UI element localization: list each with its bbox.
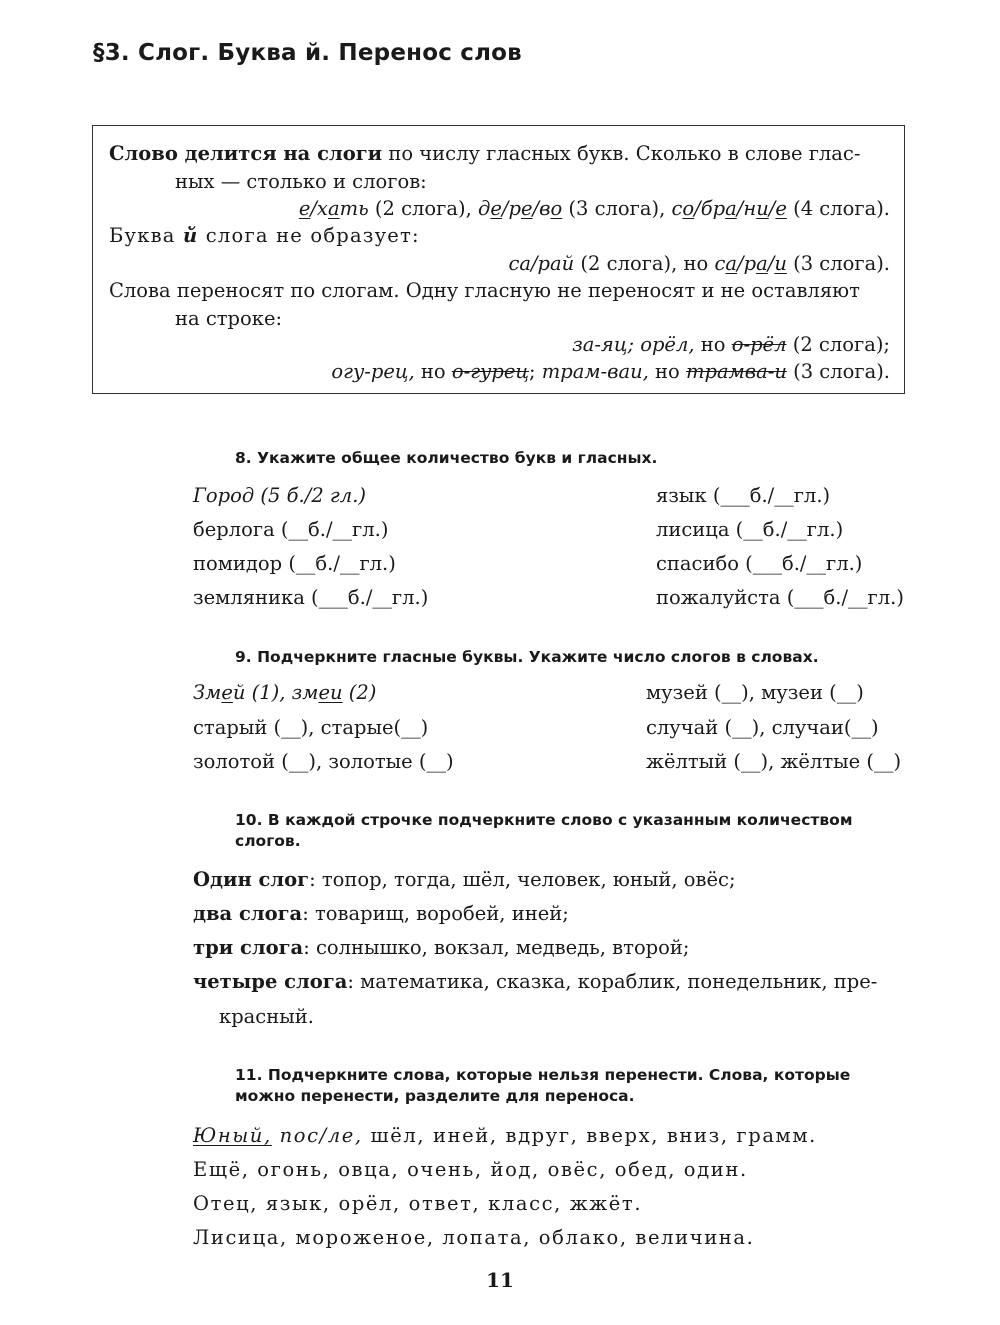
wrong-hyphenation: трамва-и [686,360,787,383]
rule-example-1: е/хать (2 слога), де/ре/во (3 слога), со/бра/ни/е (4 слога). [298,197,890,220]
task-10-line: три слога: солнышко, вокзал, медведь, второй; [193,936,690,959]
example-word: со/бра/ни/е [671,197,787,220]
task-8-item: лисица (__б./__гл.) [656,518,844,541]
task-8-item: помидор (__б./__гл.) [193,552,396,575]
rule-line-2: ных — столько и слогов: [175,170,427,193]
rule-line-4: Буква й слога не образует: [109,224,420,247]
rule-example-2: са/рай (2 слога), но са/ра/и (3 слога). [508,252,890,275]
task-9-item: жёлтый (__), жёлтые (__) [646,750,902,773]
task-8-heading: 8. Укажите общее количество букв и гласных. [235,449,658,467]
task-10-line: Один слог: топор, тогда, шёл, человек, юный, овёс; [193,868,736,891]
task-8-item: язык (___б./__гл.) [656,484,831,507]
task-9-heading: 9. Подчеркните гласные буквы. Укажите число слогов в словах. [235,648,819,666]
task-11-line: Лисица, мороженое, лопата, облако, величина. [193,1226,755,1249]
task-9-item: золотой (__), золотые (__) [193,750,454,773]
task-11-line: Юный, пос/ле, шёл, иней, вдруг, вверх, вниз, грамм. [193,1124,817,1147]
wrong-hyphenation: о-гурец [451,360,529,383]
task-8-example: Город (5 б./2 гл.) [193,484,366,507]
task-10-heading: 10. В каждой строчке подчеркните слово с указанным количеством слогов. [235,811,853,850]
task-8-item: берлога (__б./__гл.) [193,518,389,541]
example-word: е/хать [298,197,369,220]
task-8-item: спасибо (___б./__гл.) [656,552,863,575]
task-9-item: старый (__), старые(__) [193,716,429,739]
task-9-item: случай (__), случаи(__) [646,716,879,739]
task-10-line: четыре слога: математика, сказка, кораблик, понедельник, пре- [193,970,878,993]
page-number: 11 [486,1268,514,1292]
task-10-line: два слога: товарищ, воробей, иней; [193,902,569,925]
task-11-heading: 11. Подчеркните слова, которые нельзя перенести. Слова, которые можно перенести, разделите для переноса. [235,1066,851,1105]
rule-box [92,125,905,394]
example-word: де/ре/во [478,197,563,220]
rule-line-7: на строке: [175,307,283,330]
wrong-hyphenation: о-рёл [731,333,787,356]
rule-line-1: Слово делится на слоги по числу гласных букв. Сколько в слове глас- [109,142,861,165]
task-10-continuation: красный. [219,1005,314,1028]
task-8-item: пожалуйста (___б./__гл.) [656,586,904,609]
rule-line-6: Слова переносят по слогам. Одну гласную не переносят и не оставляют [109,279,860,302]
rule-example-4: огу-рец, но о-гурец; трам-ваи, но трамва-и (3 слога). [331,360,890,383]
task-9-example: Змей (1), змеи (2) [193,681,377,704]
page-title: §3. Слог. Буква й. Перенос слов [93,40,522,66]
task-9-item: музей (__), музеи (__) [646,681,864,704]
rule-example-3: за-яц; орёл, но о-рёл (2 слога); [572,333,890,356]
task-8-item: земляника (___б./__гл.) [193,586,429,609]
example-word: са/ра/и [714,252,787,275]
task-11-line: Ещё, огонь, овца, очень, йод, овёс, обед, один. [193,1158,748,1181]
rule-term: Слово делится на слоги [109,142,383,165]
task-11-line: Отец, язык, орёл, ответ, класс, жжёт. [193,1192,643,1215]
